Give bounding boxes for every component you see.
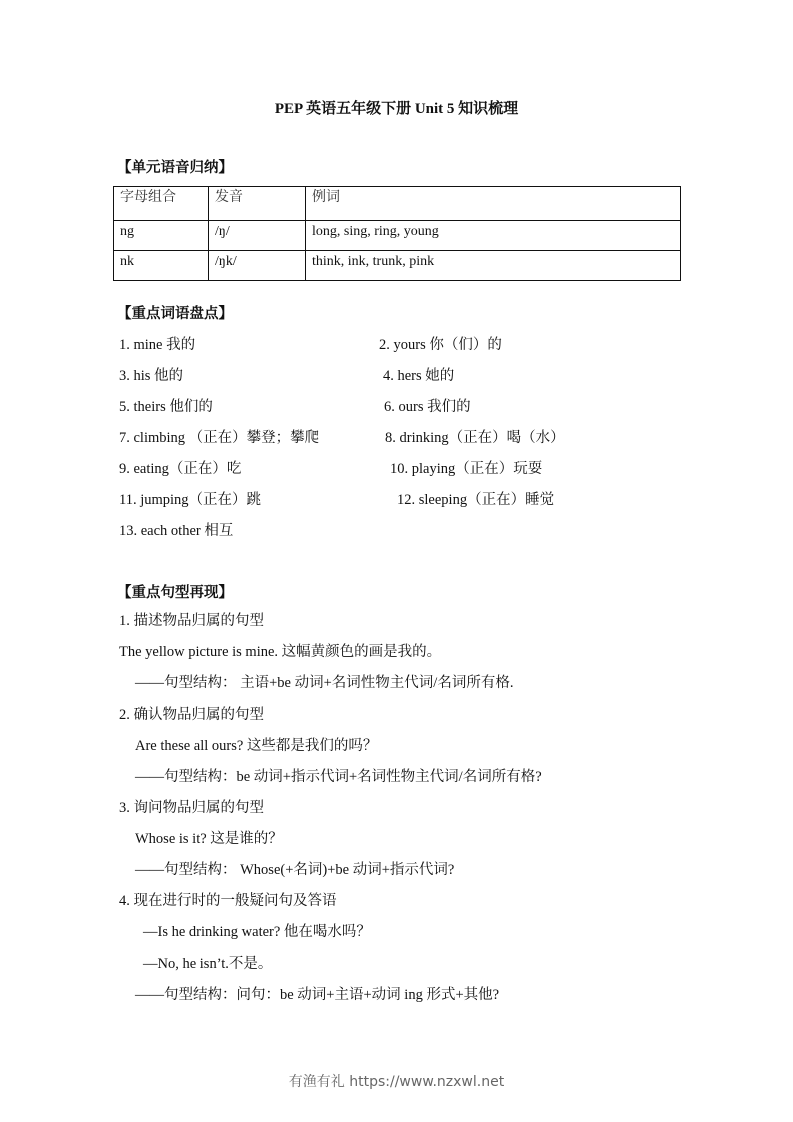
vocab-item: 3. his 他的 [119,368,184,384]
vocab-item: 7. climbing （正在）攀登；攀爬 [119,430,320,446]
table-row [114,251,681,281]
table-header-row [114,187,681,221]
example-sentence: The yellow picture is mine. 这幅黄颜色的画是我的。 [119,644,442,660]
table-cell: /ŋ/ [209,221,306,251]
pattern-title: 1. 描述物品归属的句型 [119,613,264,629]
example-sentence: Whose is it? 这是谁的？ [135,831,283,847]
sentence-section-heading: 【重点句型再现】 [117,585,233,601]
vocab-item: 8. drinking（正在）喝（水） [385,430,565,446]
document-title: PEP 英语五年级下册 Unit 5 知识梳理 [274,101,519,117]
structure-line: ——句型结构：be 动词+指示代词+名词性物主代词/名词所有格? [135,769,542,785]
pattern-title: 3. 询问物品归属的句型 [119,800,264,816]
vocab-item: 9. eating（正在）吃 [119,461,242,477]
phonics-table [113,186,681,281]
table-cell: think, ink, trunk, pink [306,251,681,281]
table-cell: long, sing, ring, young [306,221,681,251]
footer-watermark: 有渔有礼 https://www.nzxwl.net [288,1074,505,1090]
example-sentence: Are these all ours? 这些都是我们的吗？ [135,738,378,754]
table-cell: ng [114,221,209,251]
structure-line: ——句型结构： Whose(+名词)+be 动词+指示代词? [135,862,455,878]
vocab-item: 12. sleeping（正在）睡觉 [397,492,555,508]
vocab-item: 10. playing（正在）玩耍 [390,461,543,477]
table-header-cell: 例词 [306,187,681,221]
table-header-cell: 发音 [209,187,306,221]
vocab-item: 2. yours 你（们）的 [379,337,502,353]
vocab-item: 4. hers 她的 [383,368,455,384]
table-row [114,221,681,251]
dialogue-question: —Is he drinking water? 他在喝水吗？ [143,924,371,940]
vocab-item: 5. theirs 他们的 [119,399,213,415]
vocab-item: 13. each other 相互 [119,523,234,539]
pattern-title: 4. 现在进行时的一般疑问句及答语 [119,893,337,909]
vocab-item: 1. mine 我的 [119,337,196,353]
table-cell: nk [114,251,209,281]
vocab-item: 6. ours 我们的 [384,399,471,415]
structure-line: ——句型结构： 主语+be 动词+名词性物主代词/名词所有格. [135,675,514,691]
pattern-title: 2. 确认物品归属的句型 [119,707,264,723]
vocab-item: 11. jumping（正在）跳 [119,492,262,508]
structure-line: ——句型结构：问句：be 动词+主语+动词 ing 形式+其他? [135,987,500,1003]
table-header-cell: 字母组合 [114,187,209,221]
dialogue-answer: —No, he isn’t.不是。 [143,956,273,972]
phonics-section-heading: 【单元语音归纳】 [117,160,233,176]
vocab-section-heading: 【重点词语盘点】 [117,306,233,322]
table-cell: /ŋk/ [209,251,306,281]
